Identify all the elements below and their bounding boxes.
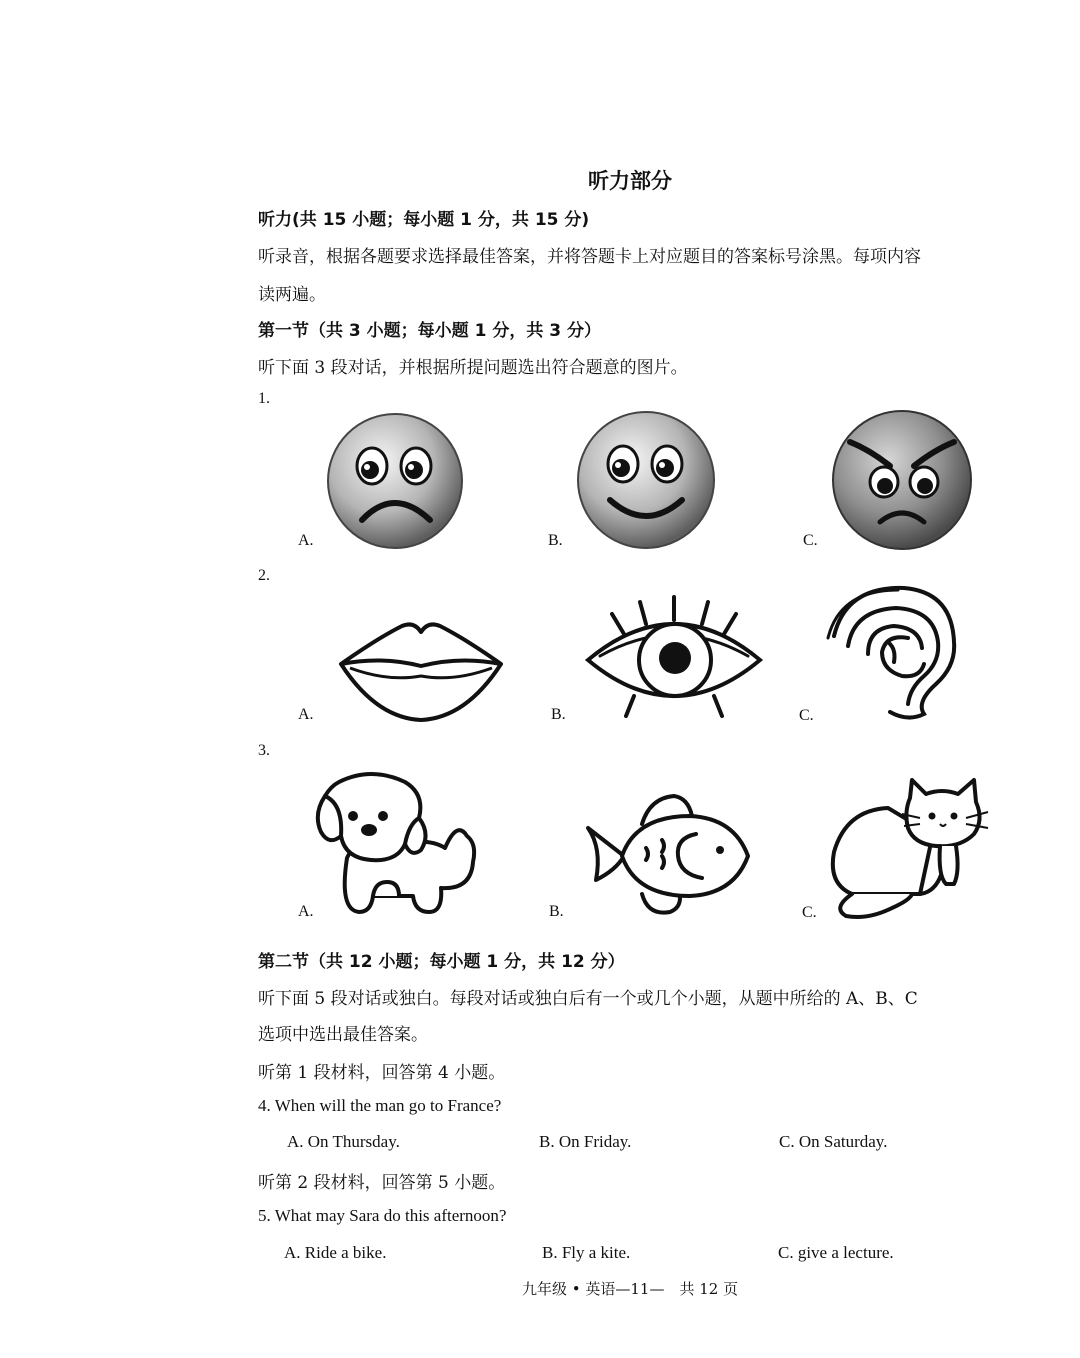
cat-icon[interactable] (828, 776, 994, 920)
option-label[interactable]: B. (549, 903, 564, 920)
lips-icon[interactable] (338, 618, 504, 722)
instruction-line: 听录音，根据各题要求选择最佳答案，并将答题卡上对应题目的答案标号涂黑。每项内容 (258, 247, 921, 267)
material-note: 听第 1 段材料，回答第 4 小题。 (258, 1063, 506, 1083)
answer-option[interactable]: B. Fly a kite. (542, 1243, 631, 1262)
option-label[interactable]: A. (298, 903, 314, 920)
answer-option[interactable]: A. Ride a bike. (284, 1243, 387, 1262)
section2-instruction: 听下面 5 段对话或独白。每段对话或独白后有一个或几个小题，从题中所给的 A、B、C (258, 989, 918, 1009)
ear-icon[interactable] (824, 584, 956, 722)
section2-header: 第二节（共 12 小题；每小题 1 分，共 12 分） (258, 952, 625, 972)
section2-instruction: 选项中选出最佳答案。 (258, 1025, 428, 1045)
material-note: 听第 2 段材料，回答第 5 小题。 (258, 1173, 506, 1193)
section1-header: 第一节（共 3 小题；每小题 1 分，共 3 分） (258, 321, 601, 341)
option-label[interactable]: B. (551, 706, 566, 723)
page-footer: 九年级 • 英语—11— 共 12 页 (522, 1280, 739, 1298)
option-label[interactable]: C. (799, 707, 814, 724)
dog-icon[interactable] (313, 770, 493, 920)
question-number: 3. (258, 742, 270, 759)
fish-icon[interactable] (586, 794, 752, 920)
answer-option[interactable]: C. On Saturday. (779, 1132, 888, 1151)
option-label[interactable]: C. (803, 532, 818, 549)
question-stem: 4. When will the man go to France? (258, 1096, 502, 1115)
happy-face-icon[interactable] (576, 410, 716, 550)
option-label[interactable]: C. (802, 904, 817, 921)
answer-option[interactable]: C. give a lecture. (778, 1243, 894, 1262)
listening-header: 听力(共 15 小题；每小题 1 分，共 15 分) (258, 210, 590, 230)
section1-instruction: 听下面 3 段对话，并根据所提问题选出符合题意的图片。 (258, 358, 688, 378)
instruction-line: 读两遍。 (258, 285, 326, 305)
option-label[interactable]: B. (548, 532, 563, 549)
question-stem: 5. What may Sara do this afternoon? (258, 1206, 507, 1225)
answer-option[interactable]: B. On Friday. (539, 1132, 632, 1151)
answer-option[interactable]: A. On Thursday. (287, 1132, 400, 1151)
eye-icon[interactable] (584, 594, 764, 720)
option-label[interactable]: A. (298, 532, 314, 549)
question-number: 2. (258, 567, 270, 584)
sad-face-icon[interactable] (326, 412, 464, 550)
angry-face-icon[interactable] (830, 410, 974, 550)
page-title: 听力部分 (588, 169, 672, 193)
option-label[interactable]: A. (298, 706, 314, 723)
question-number: 1. (258, 390, 270, 407)
